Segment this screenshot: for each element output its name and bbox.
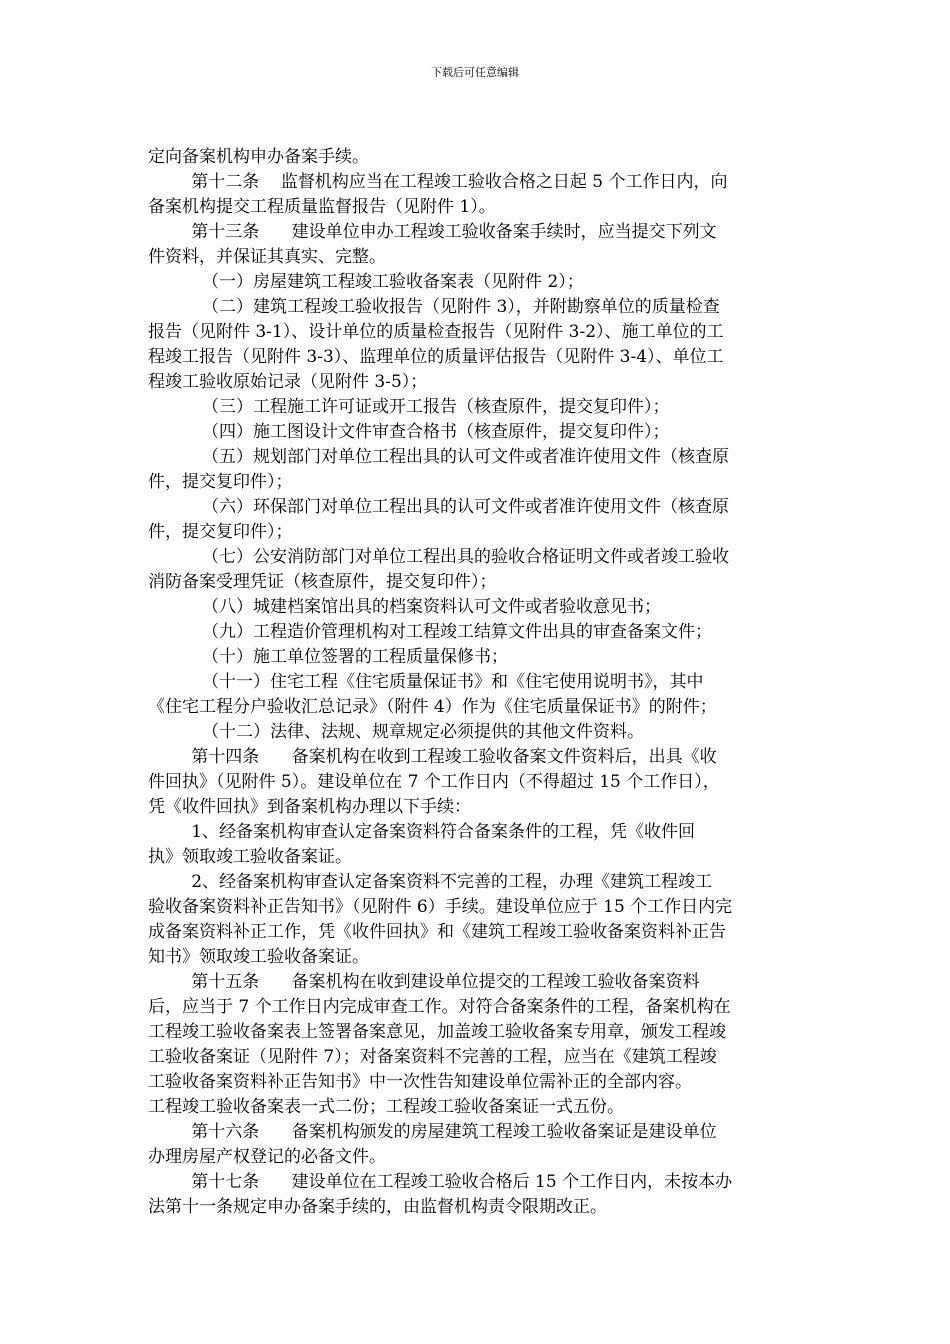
document-line: 第十六条 备案机构颁发的房屋建筑工程竣工验收备案证是建设单位: [148, 1122, 717, 1142]
document-line: 程竣工报告（见附件 3-3）、监理单位的质量评估报告（见附件 3-4）、单位工: [148, 347, 724, 367]
document-line: 第十五条 备案机构在收到建设单位提交的工程竣工验收备案资料: [148, 972, 700, 992]
document-line: （四）施工图设计文件审查合格书（核查原件，提交复印件）；: [148, 422, 670, 442]
document-line: 定向备案机构申办备案手续。: [148, 147, 369, 167]
document-line: （十二）法律、法规、规章规定必须提供的其他文件资料。: [148, 722, 645, 742]
document-line: 第十三条 建设单位申办工程竣工验收备案手续时，应当提交下列文: [148, 222, 717, 242]
document-line: （一）房屋建筑工程竣工验收备案表（见附件 2）；: [148, 272, 584, 292]
document-line: （九）工程造价管理机构对工程竣工结算文件出具的审查备案文件；: [148, 622, 713, 642]
document-line: 备案机构提交工程质量监督报告（见附件 1）。: [148, 197, 496, 217]
document-line: 件资料，并保证其真实、完整。: [148, 247, 386, 267]
document-line: 后，应当于 7 个工作日内完成审查工作。对符合备案条件的工程，备案机构在: [148, 997, 731, 1017]
document-line: 第十四条 备案机构在收到工程竣工验收备案文件资料后，出具《收: [148, 747, 717, 767]
document-line: （十一）住宅工程《住宅质量保证书》和《住宅使用说明书》，其中: [148, 672, 704, 692]
document-line: 第十二条 监督机构应当在工程竣工验收合格之日起 5 个工作日内，向: [148, 172, 728, 192]
document-line: 执》领取竣工验收备案证。: [148, 847, 352, 867]
document-line: （五）规划部门对单位工程出具的认可文件或者准许使用文件（核查原: [148, 447, 730, 467]
document-line: 程竣工验收原始记录（见附件 3-5）；: [148, 372, 428, 392]
document-line: 凭《收件回执》到备案机构办理以下手续：: [148, 797, 471, 817]
document-line: 《住宅工程分户验收汇总记录》（附件 4）作为《住宅质量保证书》的附件；: [148, 697, 717, 717]
document-line: 第十七条 建设单位在工程竣工验收合格后 15 个工作日内，未按本办: [148, 1172, 733, 1192]
document-line: （七）公安消防部门对单位工程出具的验收合格证明文件或者竣工验收: [148, 547, 730, 567]
document-line: （十）施工单位签署的工程质量保修书；: [148, 647, 509, 667]
document-line: 消防备案受理凭证（核查原件，提交复印件）；: [148, 572, 497, 592]
document-line: 工程竣工验收备案表上签署备案意见，加盖竣工验收备案专用章，颁发工程竣: [148, 1022, 726, 1042]
document-line: 报告（见附件 3-1）、设计单位的质量检查报告（见附件 3-2）、施工单位的工: [148, 322, 724, 342]
document-line: 件，提交复印件）；: [148, 522, 293, 542]
document-line: 验收备案资料补正告知书》（见附件 6）手续。建设单位应于 15 个工作日内完: [148, 897, 733, 917]
document-line: 件，提交复印件）；: [148, 472, 293, 492]
document-line: （六）环保部门对单位工程出具的认可文件或者准许使用文件（核查原: [148, 497, 730, 517]
document-line: 工验收备案资料补正告知书》中一次性告知建设单位需补正的全部内容。: [148, 1072, 692, 1092]
document-line: （三）工程施工许可证或开工报告（核查原件，提交复印件）；: [148, 397, 670, 417]
document-line: 1、经备案机构审查认定备案资料符合备案条件的工程，凭《收件回: [148, 822, 696, 842]
document-line: 成备案资料补正工作，凭《收件回执》和《建筑工程竣工验收备案资料补正告: [148, 922, 726, 942]
document-line: 办理房屋产权登记的必备文件。: [148, 1147, 386, 1167]
document-body: [148, 145, 804, 1220]
header-note: 下载后可任意编辑: [431, 66, 519, 79]
document-line: （二）建筑工程竣工验收报告（见附件 3），并附勘察单位的质量检查: [148, 297, 720, 317]
document-line: 工验收备案证（见附件 7）；对备案资料不完善的工程，应当在《建筑工程竣: [148, 1047, 717, 1067]
document-line: 法第十一条规定申办备案手续的，由监督机构责令限期改正。: [148, 1197, 607, 1217]
document-line: 知书》领取竣工验收备案证。: [148, 947, 369, 967]
document-line: （八）城建档案馆出具的档案资料认可文件或者验收意见书；: [148, 597, 662, 617]
document-line: 工程竣工验收备案表一式二份；工程竣工验收备案证一式五份。: [148, 1097, 624, 1117]
document-line: 2、经备案机构审查认定备案资料不完善的工程，办理《建筑工程竣工: [148, 872, 713, 892]
document-line: 件回执》（见附件 5）。建设单位在 7 个工作日内（不得超过 15 个工作日），: [148, 772, 720, 792]
